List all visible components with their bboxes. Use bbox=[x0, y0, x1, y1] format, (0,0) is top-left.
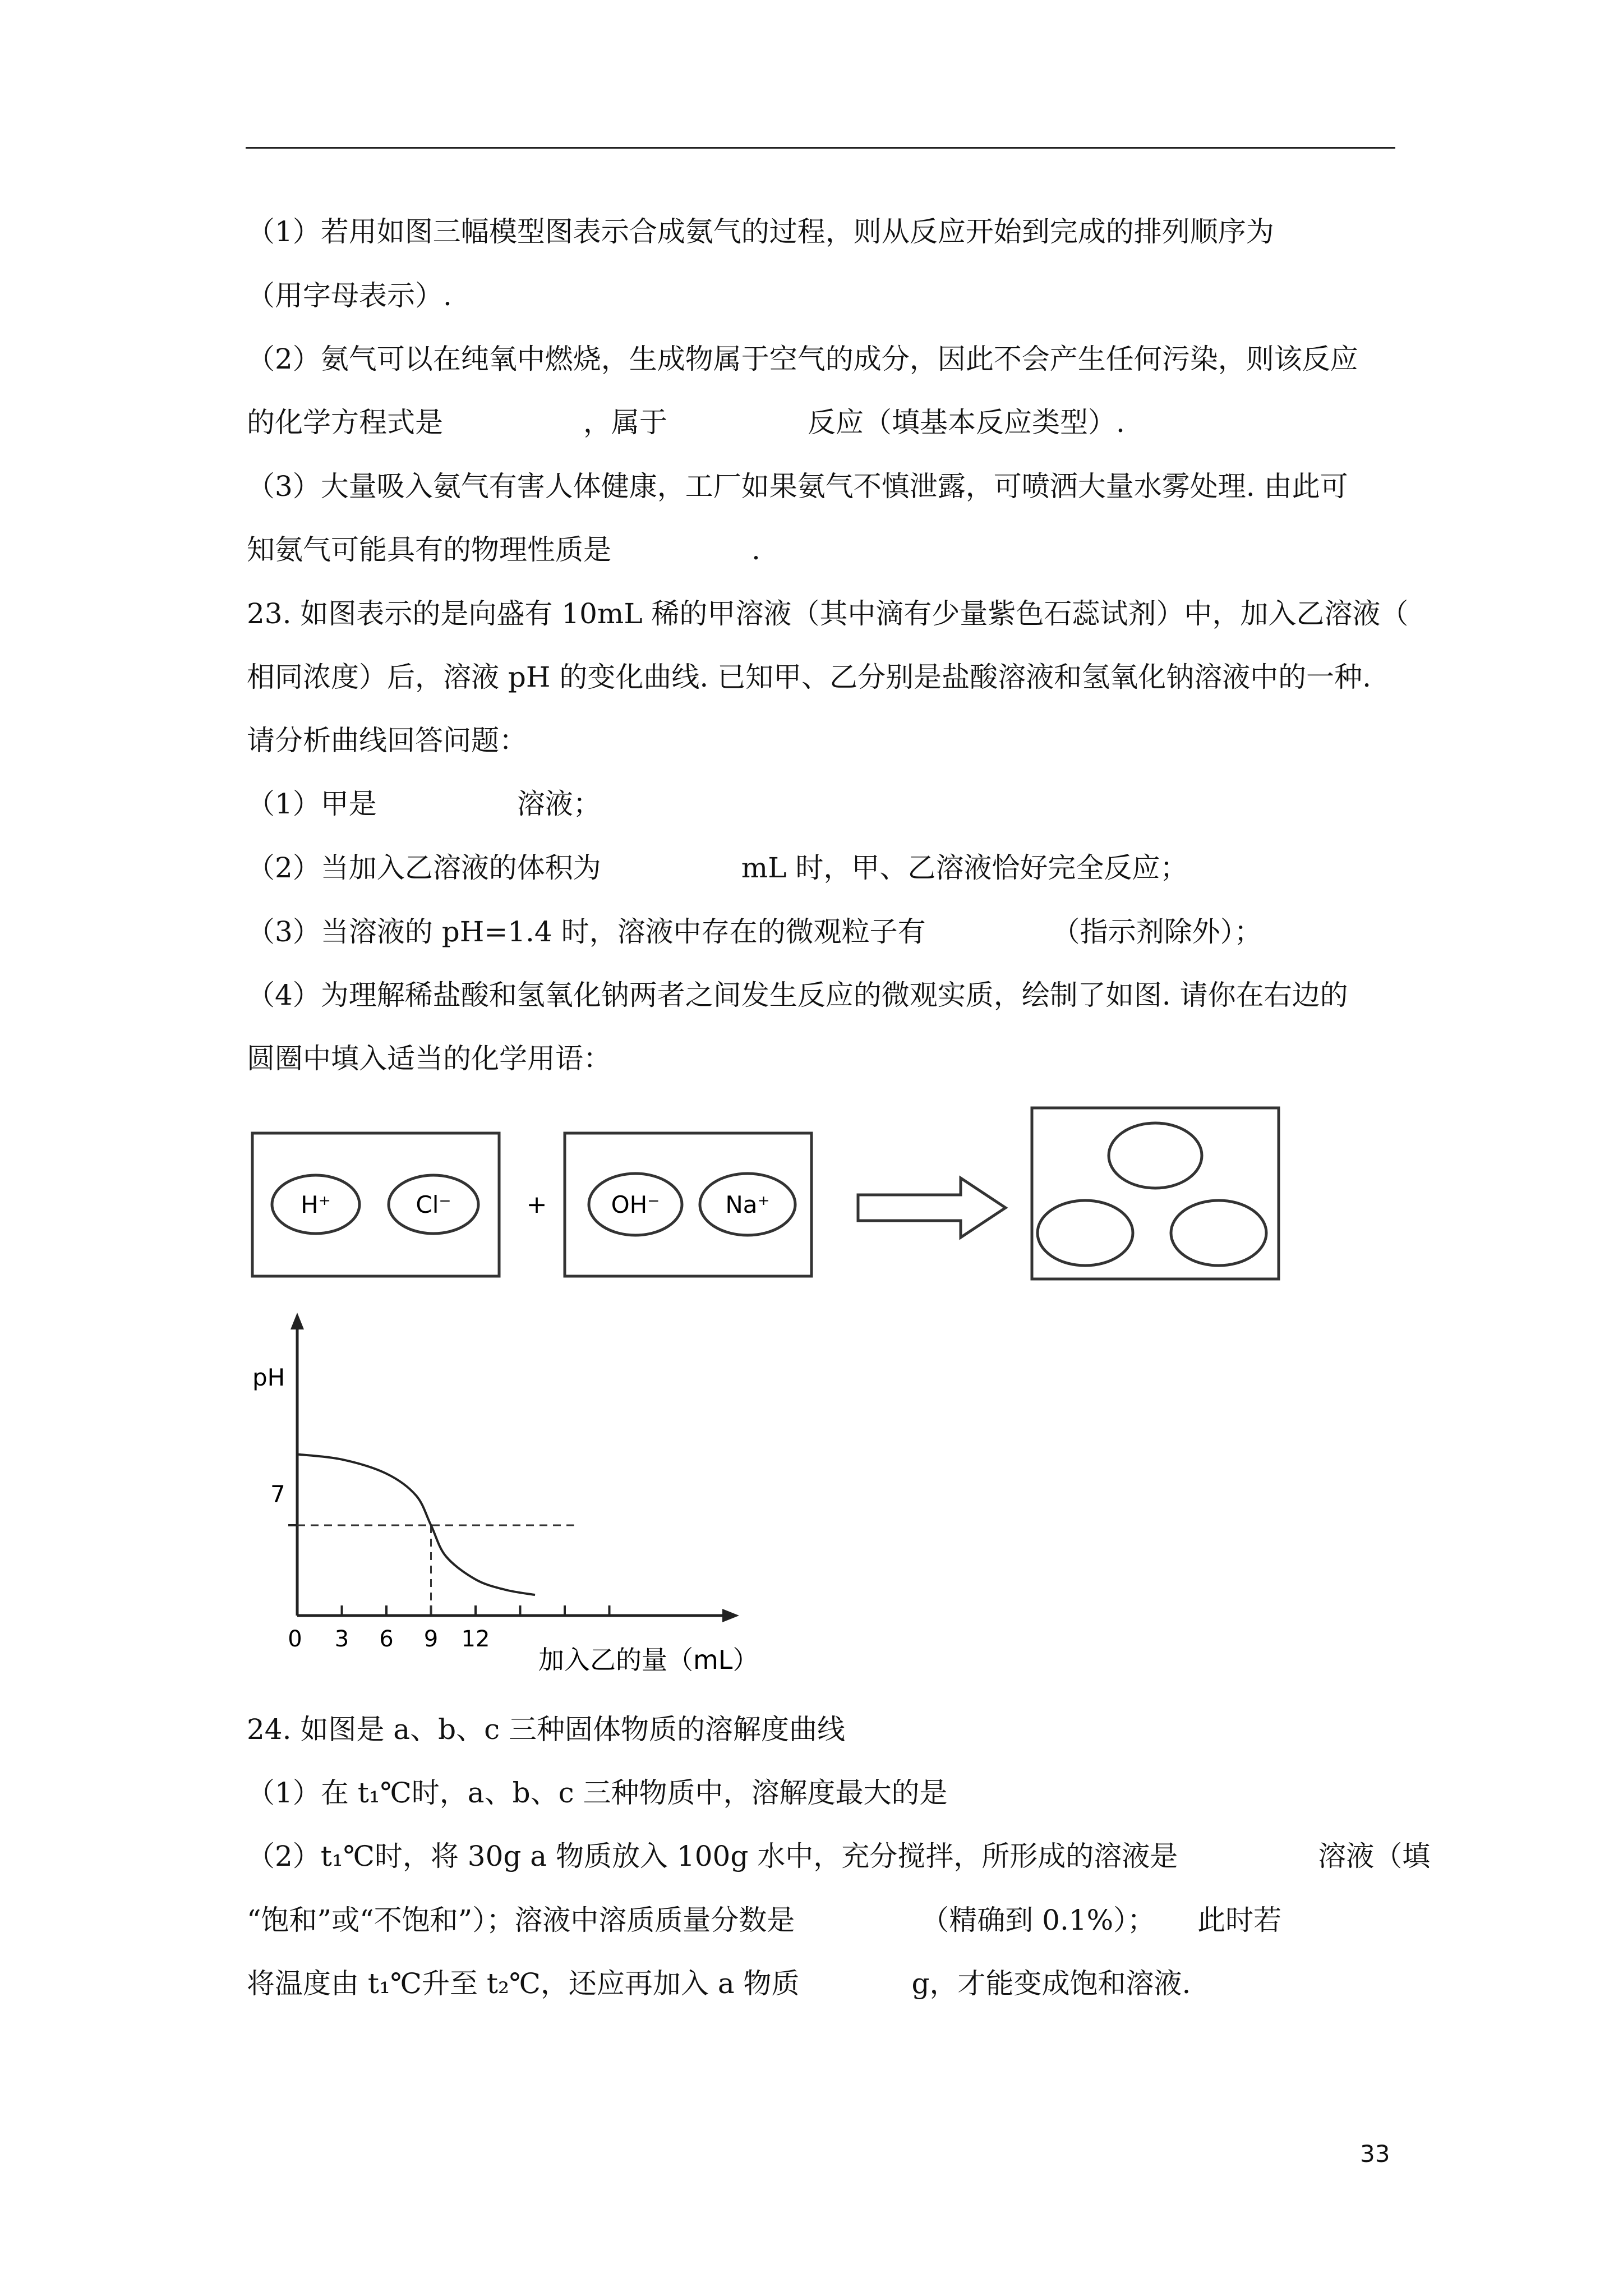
x-tick-label: 0 bbox=[288, 1626, 302, 1652]
y-tick-label: 7 bbox=[270, 1480, 285, 1508]
x-tick-label: 12 bbox=[461, 1626, 490, 1652]
chart-marks bbox=[288, 1455, 609, 1653]
text-line: （2）氨气可以在纯氧中燃烧，生成物属于空气的成分，因此不会产生任何污染，则该反应 bbox=[247, 343, 1358, 375]
x-tick-label: 9 bbox=[423, 1626, 439, 1652]
text-line: （3）大量吸入氨气有害人体健康，工厂如果氨气不慎泄露，可喷洒大量水雾处理. 由此可 bbox=[247, 470, 1348, 503]
product-circle-top bbox=[1109, 1123, 1202, 1188]
ph-curve-chart bbox=[247, 1310, 768, 1680]
text-line: （2）t₁℃时，将 30g a 物质放入 100g 水中，充分搅拌，所形成的溶液是 溶液（填 bbox=[247, 1840, 1431, 1872]
text-line: （2）当加入乙溶液的体积为 mL 时，甲、乙溶液恰好完全反应； bbox=[247, 852, 1188, 884]
text-line: 圆圈中填入适当的化学用语： bbox=[247, 1042, 611, 1075]
reaction-arrow bbox=[858, 1178, 1006, 1237]
text-line: 相同浓度）后，溶液 pH 的变化曲线. 已知甲、乙分别是盐酸溶液和氢氧化钠溶液中的一种. bbox=[247, 661, 1372, 693]
text-line: 24. 如图是 a、b、c 三种固体物质的溶解度曲线 bbox=[247, 1713, 846, 1746]
particle-diagram bbox=[250, 1094, 1284, 1282]
na-ion-label: Na⁺ bbox=[725, 1191, 770, 1218]
text-line: （1）若用如图三幅模型图表示合成氨气的过程，则从反应开始到完成的排列顺序为 bbox=[247, 215, 1274, 248]
text-line: （1）甲是 溶液； bbox=[247, 788, 601, 820]
text-line: 请分析曲线回答问题： bbox=[247, 724, 527, 757]
y-axis-label: pH bbox=[252, 1364, 285, 1391]
reactant-box-base bbox=[565, 1133, 811, 1276]
x-axis-arrowhead bbox=[722, 1609, 739, 1622]
plus-sign: + bbox=[526, 1190, 547, 1219]
page-number: 33 bbox=[1360, 2140, 1390, 2168]
y-axis-arrowhead bbox=[291, 1313, 304, 1329]
header-rule bbox=[246, 147, 1395, 149]
x-tick-label: 3 bbox=[334, 1626, 349, 1652]
text-line: （用字母表示）. bbox=[247, 279, 452, 312]
x-axis-label: 加入乙的量（mL） bbox=[538, 1645, 759, 1675]
text-line: 知氨气可能具有的物理性质是 . bbox=[247, 533, 760, 566]
text-line: 将温度由 t₁℃升至 t₂℃，还应再加入 a 物质 g，才能变成饱和溶液. bbox=[247, 1967, 1191, 2000]
product-circle-left bbox=[1038, 1200, 1133, 1266]
text-line: （3）当溶液的 pH=1.4 时，溶液中存在的微观粒子有 （指示剂除外）； bbox=[247, 915, 1262, 948]
text-line: 23. 如图表示的是向盛有 10mL 稀的甲溶液（其中滴有少量紫色石蕊试剂）中，加入乙溶液（ bbox=[247, 597, 1409, 630]
product-box bbox=[1032, 1108, 1279, 1279]
cl-ion-label: Cl⁻ bbox=[416, 1191, 451, 1218]
x-tick-label: 6 bbox=[379, 1626, 394, 1652]
text-line: （4）为理解稀盐酸和氢氧化钠两者之间发生反应的微观实质，绘制了如图. 请你在右边的 bbox=[247, 979, 1348, 1011]
text-line: 的化学方程式是 ，属于 反应（填基本反应类型）. bbox=[247, 406, 1125, 439]
h-ion-label: H⁺ bbox=[301, 1191, 331, 1218]
product-circle-right bbox=[1171, 1200, 1266, 1266]
text-line: （1）在 t₁℃时，a、b、c 三种物质中，溶解度最大的是 bbox=[247, 1777, 948, 1809]
reactant-box-acid bbox=[252, 1133, 499, 1276]
text-line: “饱和”或“不饱和”）；溶液中溶质质量分数是 （精确到 0.1%）； 此时若 bbox=[247, 1904, 1282, 1936]
oh-ion-label: OH⁻ bbox=[611, 1191, 660, 1218]
